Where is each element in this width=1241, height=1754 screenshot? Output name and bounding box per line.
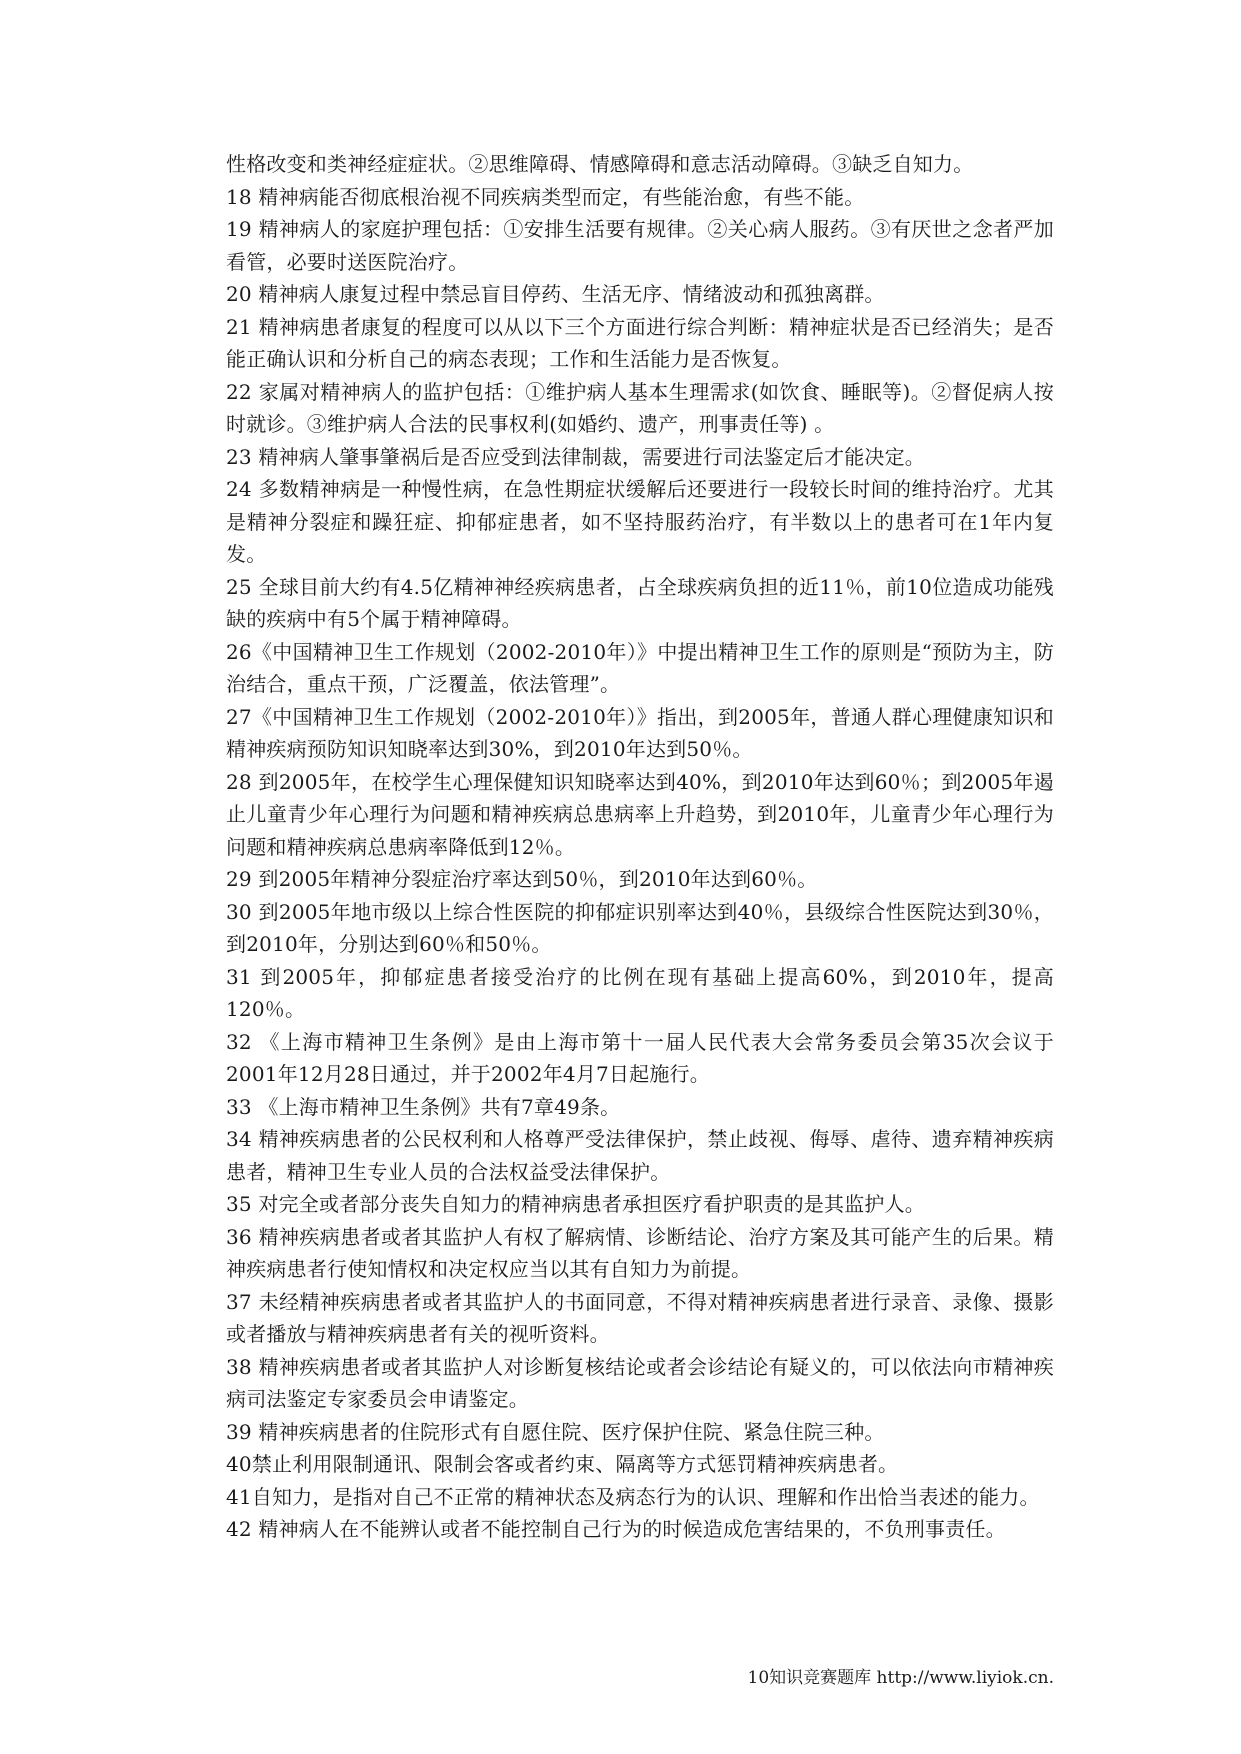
paragraph-35: 35 对完全或者部分丧失自知力的精神病患者承担医疗看护职责的是其监护人。 (226, 1192, 926, 1216)
paragraph-38: 38 精神疾病患者或者其监护人对诊断复核结论或者会诊结论有疑义的，可以依法向市精神疾病司法鉴定专家委员会申请鉴定。 (226, 1354, 1054, 1411)
paragraph-21: 21 精神病患者康复的程度可以从以下三个方面进行综合判断：精神症状是否已经消失；是否能正确认识和分析自己的病态表现；工作和生活能力是否恢复。 (226, 314, 1054, 371)
paragraph-32: 32 《上海市精神卫生条例》是由上海市第十一届人民代表大会常务委员会第35次会议于2001年12月28日通过，并于2002年4月7日起施行。 (226, 1029, 1054, 1086)
paragraph-20: 20 精神病人康复过程中禁忌盲目停药、生活无序、情绪波动和孤独离群。 (226, 282, 885, 306)
page-footer (700, 1666, 1054, 1690)
paragraph-29: 29 到2005年精神分裂症治疗率达到50％，到2010年达到60％。 (226, 867, 818, 891)
paragraph-continuation: 性格改变和类神经症症状。②思维障碍、情感障碍和意志活动障碍。③缺乏自知力。 (226, 152, 974, 176)
paragraph-22: 22 家属对精神病人的监护包括：①维护病人基本生理需求(如饮食、睡眠等)。②督促病人按时就诊。③维护病人合法的民事权利(如婚约、遗产，刑事责任等) 。 (226, 379, 1054, 436)
paragraph-25: 25 全球目前大约有4.5亿精神神经疾病患者，占全球疾病负担的近11％，前10位造成功能残缺的疾病中有5个属于精神障碍。 (226, 574, 1054, 631)
paragraph-34: 34 精神疾病患者的公民权利和人格尊严受法律保护，禁止歧视、侮辱、虐待、遗弃精神疾病患者，精神卫生专业人员的合法权益受法律保护。 (226, 1127, 1054, 1184)
paragraph-37: 37 未经精神疾病患者或者其监护人的书面同意，不得对精神疾病患者进行录音、录像、摄影或者播放与精神疾病患者有关的视听资料。 (226, 1289, 1054, 1346)
paragraph-33: 33 《上海市精神卫生条例》共有7章49条。 (226, 1094, 621, 1119)
document-body (226, 148, 1054, 1546)
paragraph-28: 28 到2005年，在校学生心理保健知识知晓率达到40%，到2010年达到60％；到2005年遏止儿童青少年心理行为问题和精神疾病总患病率上升趋势，到2010年，儿童青少年心理行为问题和精神疾病总患病率降低到12％。 (226, 769, 1054, 859)
paragraph-18: 18 精神病能否彻底根治视不同疾病类型而定，有些能治愈，有些不能。 (226, 184, 865, 209)
paragraph-41: 41自知力，是指对自己不正常的精神状态及病态行为的认识、理解和作出恰当表述的能力。 (226, 1484, 1040, 1509)
paragraph-31: 31 到2005年，抑郁症患者接受治疗的比例在现有基础上提高60%，到2010年，提高120％。 (226, 964, 1054, 1021)
paragraph-19: 19 精神病人的家庭护理包括：①安排生活要有规律。②关心病人服药。③有厌世之念者严加看管，必要时送医院治疗。 (226, 217, 1054, 274)
paragraph-42: 42 精神病人在不能辨认或者不能控制自己行为的时候造成危害结果的，不负刑事责任。 (226, 1517, 1006, 1541)
paragraph-40: 40禁止利用限制通讯、限制会客或者约束、隔离等方式惩罚精神疾病患者。 (226, 1452, 899, 1476)
footer-url: http://www.liyiok.cn. (876, 1668, 1054, 1688)
paragraph-26: 26《中国精神卫生工作规划（2002-2010年）》中提出精神卫生工作的原则是“预防为主，防治结合，重点干预，广泛覆盖，依法管理”。 (226, 639, 1054, 696)
paragraph-36: 36 精神疾病患者或者其监护人有权了解病情、诊断结论、治疗方案及其可能产生的后果。精神疾病患者行使知情权和决定权应当以其有自知力为前提。 (226, 1224, 1054, 1281)
paragraph-24: 24 多数精神病是一种慢性病，在急性期症状缓解后还要进行一段较长时间的维持治疗。尤其是精神分裂症和躁狂症、抑郁症患者，如不坚持服药治疗，有半数以上的患者可在1年内复发。 (226, 477, 1054, 566)
page-number: 10 (747, 1668, 770, 1688)
footer-source: 知识竞赛题库 (769, 1668, 872, 1688)
paragraph-27: 27《中国精神卫生工作规划（2002-2010年）》指出，到2005年，普通人群心理健康知识和精神疾病预防知识知晓率达到30%，到2010年达到50％。 (226, 704, 1054, 761)
paragraph-39: 39 精神疾病患者的住院形式有自愿住院、医疗保护住院、紧急住院三种。 (226, 1419, 885, 1444)
paragraph-30: 30 到2005年地市级以上综合性医院的抑郁症识别率达到40％，县级综合性医院达到30％，到2010年，分别达到60％和50％。 (226, 899, 1054, 956)
paragraph-23: 23 精神病人肇事肇祸后是否应受到法律制裁，需要进行司法鉴定后才能决定。 (226, 444, 926, 469)
